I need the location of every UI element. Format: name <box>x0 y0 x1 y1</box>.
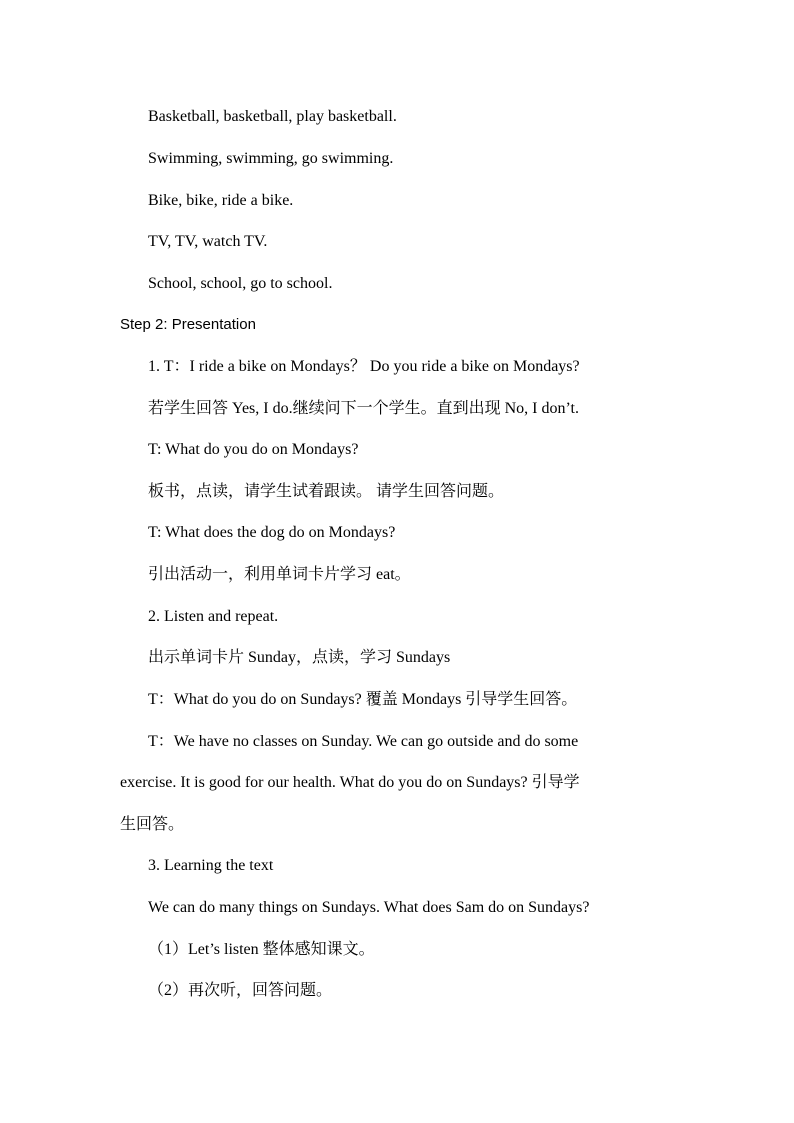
chant-line-bike: Bike, bike, ride a bike. <box>148 192 294 209</box>
section1-line: 若学生回答 Yes, I do.继续问下一个学生。直到出现 No, I don’t. <box>148 400 579 417</box>
chant-line-swimming: Swimming, swimming, go swimming. <box>148 150 394 167</box>
section2-line: T：What do you do on Sundays? 覆盖 Mondays 引导学生回答。 <box>148 691 578 708</box>
section1-line: T: What does the dog do on Mondays? <box>148 524 396 541</box>
chant-line-basketball: Basketball, basketball, play basketball. <box>148 108 397 125</box>
section3-line: （1）Let’s listen 整体感知课文。 <box>148 941 375 958</box>
section3-line: We can do many things on Sundays. What does Sam do on Sundays? <box>148 899 590 916</box>
section2-paragraph-line: exercise. It is good for our health. What do you do on Sundays? 引导学 <box>120 774 580 791</box>
section2-paragraph-line: T：We have no classes on Sunday. We can go outside and do some <box>148 733 579 750</box>
section1-line: 1. T：I ride a bike on Mondays？ Do you ride a bike on Mondays? <box>148 358 580 375</box>
section1-line: T: What do you do on Mondays? <box>148 441 359 458</box>
section3-line: （2）再次听，回答问题。 <box>148 982 333 999</box>
chant-line-tv: TV, TV, watch TV. <box>148 233 268 250</box>
section2-line: 2. Listen and repeat. <box>148 608 279 625</box>
step2-heading: Step 2: Presentation <box>120 316 256 333</box>
chant-line-school: School, school, go to school. <box>148 275 333 292</box>
section3-line: 3. Learning the text <box>148 857 274 874</box>
section2-paragraph-line: 生回答。 <box>120 816 185 833</box>
section2-line: 出示单词卡片 Sunday，点读，学习 Sundays <box>148 649 451 666</box>
section1-line: 板书，点读，请学生试着跟读。 请学生回答问题。 <box>148 483 505 500</box>
section1-line: 引出活动一，利用单词卡片学习 eat。 <box>148 566 411 583</box>
